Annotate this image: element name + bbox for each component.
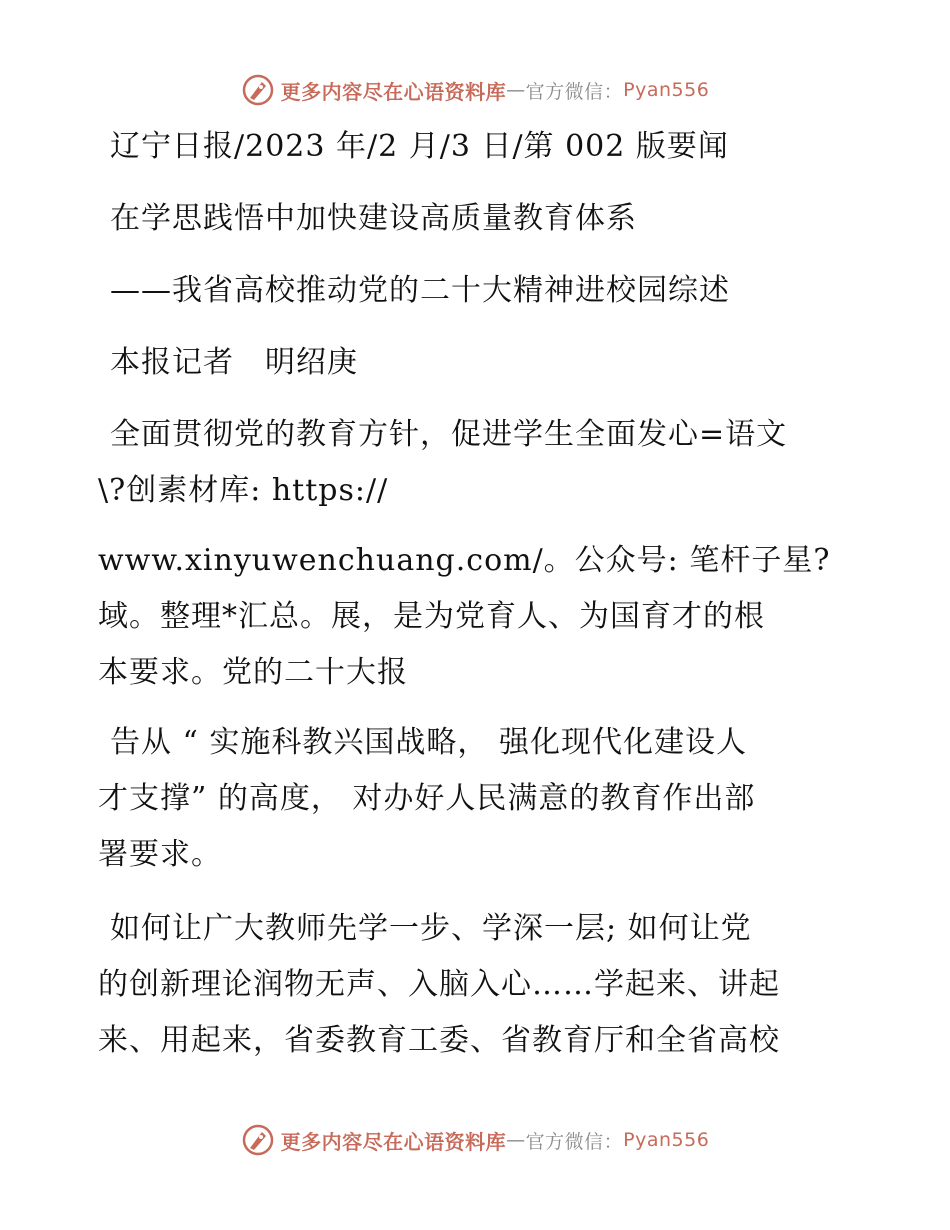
banner-main-text: 更多内容尽在心语资料库 [280,1129,507,1154]
banner-wechat-id: Pyan556 [623,1129,710,1151]
paragraph-line: \?创素材库: https:// [98,473,389,508]
banner-separator: — [506,79,526,101]
paragraph-2 [98,718,858,880]
banner-wechat-id: Pyan556 [623,79,710,101]
article-byline: 本报记者 明绍庚 [110,345,358,380]
paragraph-line: 来、用起来，省委教育工委、省教育厅和全省高校 [98,1023,780,1058]
paragraph-line: 全面贯彻党的教育方针，促进学生全面发心=语文 [110,417,788,452]
paragraph-1 [98,410,858,698]
banner-separator: — [506,1129,526,1151]
banner-wechat-label: 官方微信： [525,80,624,103]
pen-nib-logo-icon [241,73,275,107]
paragraph-3 [98,904,858,1066]
source-line: 辽宁日报/2023 年/2 月/3 日/第 002 版要闻 [110,129,729,164]
paragraph-line: 的创新理论润物无声、入脑入心……学起来、讲起 [98,967,780,1002]
paragraph-line: 告从 “ 实施科教兴国战略， 强化现代化建设人 [110,725,747,760]
paragraph-line: 如何让广大教师先学一步、学深一层; 如何让党 [110,911,752,946]
article-subtitle: ——我省高校推动党的二十大精神进校园综述 [110,273,730,308]
paragraph-line: 才支撑” 的高度， 对办好人民满意的教育作出部 [98,781,756,816]
banner-wechat-label: 官方微信： [525,1130,624,1153]
article-body [98,122,858,1066]
paragraph-line: www.xinyuwenchuang.com/。公众号: 笔杆子星? [98,543,831,578]
paragraph-line: 署要求。 [98,837,222,872]
paragraph-line: 本要求。党的二十大报 [98,655,408,690]
article-title: 在学思践悟中加快建设高质量教育体系 [110,201,637,236]
paragraph-line: 域。整理*汇总。展，是为党育人、为国育才的根 [98,599,765,634]
header-watermark-banner [0,70,950,110]
banner-main-text: 更多内容尽在心语资料库 [280,79,507,104]
pen-nib-logo-icon [241,1123,275,1157]
footer-watermark-banner [0,1120,950,1160]
